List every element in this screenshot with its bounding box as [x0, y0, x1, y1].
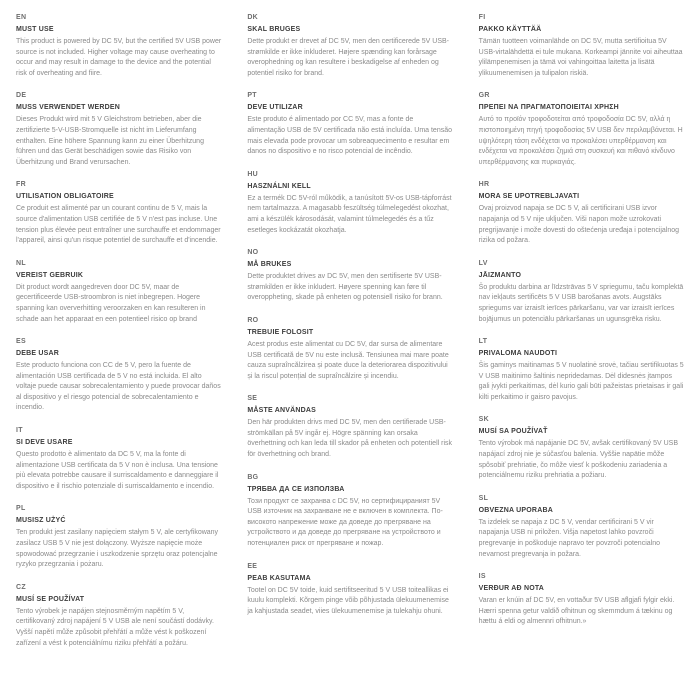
section-body: Ovaj proizvod napaja se DC 5 V, ali certificirani USB izvor napajanja od 5 V nije uključen. Viši napon može uzrokovati pregrijavanje i može dovesti do oštećenja uređaja i potencijalnog rizika od požara.: [478, 205, 680, 245]
language-section-sl: [479, 494, 684, 560]
language-section-gr: [479, 91, 684, 168]
language-code: HU: [247, 170, 259, 178]
section-body: Dette produkt er drevet af DC 5V, men den certificerede 5V USB-strømkilde er ikke inkluderet. Højere spænding kan forårsage overophedning og kan resultere i beskadigelse af enheden og potentiel risiko for brand.: [247, 38, 450, 77]
language-code: HR: [478, 181, 490, 189]
section-title: MUSÍ SE POUŽÍVAT: [16, 595, 85, 603]
language-section-sk: [479, 415, 684, 481]
section-body: Den här produkten drivs med DC 5V, men den certifierade USB-strömkällan på 5V ingår ej. Högre spänning kan orsaka överhettning och kan leda till skador på enheten och potentiell risk för överhettning och brand.: [247, 419, 453, 459]
language-section-nl: [16, 259, 221, 325]
language-code: FI: [478, 14, 486, 21]
section-title: PAKKO KÄYTTÄÄ: [478, 26, 542, 33]
language-code: SL: [478, 494, 489, 502]
section-body: Varan er knúin af DC 5V, en vottaður 5V USB aflgjafi fylgir ekki. Hærri spenna getur valdið ofhitnun og skemmdum á tækinu og hættu á eldi og almennri ofhitnun.»: [478, 597, 675, 626]
language-section-de: [16, 91, 221, 168]
section-title: UTILISATION OBLIGATOIRE: [16, 193, 114, 201]
section-body: Este producto funciona con CC de 5 V, pero la fuente de alimentación USB certificada de 5 V no está incluida. El alto voltaje puede causar sobrecalentamiento y puede provocar daños al dispositivo y el riesgo potencial de sobrecalentamiento e incendio.: [16, 362, 221, 412]
section-body: Questo prodotto è alimentato da DC 5 V, ma la fonte di alimentazione USB certificata da 5 V non è inclusa. Una tensione più elevata potrebbe causare il surriscaldamento e danneggiare il dispositivo e il rischio potenziale di surriscaldamento e incendio.: [16, 451, 219, 490]
language-code: LT: [478, 338, 488, 346]
language-code: EE: [247, 562, 258, 570]
section-title: PEAB KASUTAMA: [247, 574, 311, 582]
language-section-ro: [247, 316, 452, 382]
language-section-fr: [16, 180, 221, 246]
language-section-fi: [479, 13, 684, 79]
section-title: VERÐUR AÐ NOTA: [478, 585, 545, 593]
language-section-dk: [247, 13, 452, 79]
section-title: ΠΡΕΠΕΙ ΝΑ ΠΡΑΓΜΑΤΟΠΟΙΕΙΤΑΙ ΧΡΗΣΗ: [478, 104, 619, 112]
section-body: Tento výrobok má napájanie DC 5V, avšak certifikovaný 5V USB napájací zdroj nie je súčasťou balenia. Vyššie napätie môže spôsobiť prehriatie, čo môže viesť k poškodeniu zariadenia a potenciálnemu riziku prehriatia a požiaru.: [478, 440, 678, 480]
section-title: VEREIST GEBRUIK: [16, 271, 84, 279]
language-section-ee: [247, 562, 452, 618]
section-body: Dieses Produkt wird mit 5 V Gleichstrom betrieben, aber die zertifizierte 5-V-USB-Stromquelle ist nicht im Lieferumfang enthalten. Eine höhere Spannung kann zu einer Überhitzung führen und das Gerät beschädigen sowie das Risiko von Überhitzung und Brand verursachen.: [16, 116, 204, 166]
section-title: JĀIZMANTO: [478, 271, 522, 279]
language-section-no: [247, 248, 452, 304]
language-code: EN: [16, 14, 27, 21]
language-section-hu: [247, 170, 452, 236]
section-body: Ta izdelek se napaja z DC 5 V, vendar certificirani 5 V vir napajanja USB ni priložen. Višja napetost lahko povzroči pregrevanje in poškoduje napravo ter povzroči potencialno nevarnost pregrevanja in požara.: [478, 518, 660, 558]
section-body: Este produto é alimentado por CC 5V, mas a fonte de alimentação USB de 5V certificada não está incluída. Uma tensão mais elevada pode provocar um sobreaquecimento e resultar em danos no dispositivo e no risco potencial de incêndio.: [247, 116, 452, 156]
section-title: MÅ BRUKES: [247, 261, 292, 269]
language-section-pt: [247, 91, 452, 157]
section-title: HASZNÁLNI KELL: [247, 182, 311, 190]
language-section-se: [247, 394, 452, 460]
section-title: MUSS VERWENDET WERDEN: [16, 104, 121, 112]
language-code: IS: [478, 573, 486, 581]
language-code: NO: [247, 249, 259, 257]
language-section-es: [16, 337, 221, 414]
section-body: Tootel on DC 5V toide, kuid sertifitseeritud 5 V USB toiteallikas ei kuulu komplekti. Kõrgem pinge võib põhjustada ülekuumenemise ja kahjustada seadet, viies ülekuumenemise ja tulekahju ohuni.: [247, 586, 449, 615]
section-title: SKAL BRUGES: [247, 26, 301, 33]
language-code: DE: [16, 92, 27, 100]
language-code: IT: [16, 427, 23, 435]
section-title: PRIVALOMA NAUDOTI: [478, 350, 558, 358]
language-section-lv: [479, 259, 684, 325]
language-code: BG: [247, 473, 259, 481]
section-body: Dette produktet drives av DC 5V, men den sertifiserte 5V USB-strømkilden er ikke inkludert. Høyere spenning kan føre til overoppheting, skade på enheten og potensiell risiko for brann.: [247, 273, 443, 302]
section-title: ТРЯБВА ДА СЕ ИЗПОЛЗВА: [247, 485, 345, 493]
section-title: MUST USE: [16, 26, 54, 33]
column-1: [16, 13, 221, 690]
language-section-bg: [247, 473, 452, 550]
section-title: MUSÍ SA POUŽÍVAŤ: [478, 428, 548, 436]
section-title: OBVEZNA UPORABA: [478, 506, 553, 514]
section-title: DEVE UTILIZAR: [247, 104, 303, 112]
section-title: MORA SE UPOTREBLJAVATI: [478, 193, 580, 201]
language-section-is: [479, 572, 684, 628]
language-code: LV: [478, 259, 488, 267]
section-title: TREBUIE FOLOSIT: [247, 328, 314, 336]
language-section-cz: [16, 583, 221, 649]
section-body: Šis gaminys maitinamas 5 V nuolatinė srovė, tačiau sertifikuotas 5 V USB maitinimo šaltinis nepridedamas. Dėl didesnės įtampos gali įvykti perkaitimas, dėl kurio gali būti pažeistas prietaisas ir gali kilti perkaitimo ir gaisro pavojus.: [478, 362, 684, 401]
section-body: Dit product wordt aangedreven door DC 5V, maar de gecertificeerde USB-stroombron is niet inbegrepen. Hogere spanning kan oververhitting veroorzaken en kan resulteren in schade aan het apparaat en een potentieel risico op brand: [16, 283, 206, 323]
section-body: Tento výrobek je napájen stejnosměrným napětím 5 V, certifikovaný zdroj napájení 5 V USB ale není součástí dodávky. Vyšší napětí může způsobit přehřátí a může vést k poškození zařízení a vést k potenciálnímu riziku přehřátí a požáru.: [16, 607, 214, 647]
language-code: RO: [247, 316, 259, 324]
section-body: Ez a termék DC 5V-ról működik, a tanúsított 5V-os USB-tápforrást nem tartalmazza. A magasabb feszültség túlmelegedést okozhat, ami a készülék károsodását, valamint túlmelegedés és a tűz esetleges kockázatát okozhatja.: [247, 194, 452, 234]
language-code: PT: [247, 92, 257, 100]
section-title: DEBE USAR: [16, 350, 60, 358]
language-code: FR: [16, 181, 26, 189]
language-code: ES: [16, 338, 26, 346]
language-code: SK: [478, 416, 489, 424]
language-code: DK: [247, 14, 259, 21]
section-body: This product is powered by DC 5V, but the certified 5V USB power source is not included. Higher voltage may cause overheating to occur and may result in damage to the device and the potential risk of overheating and fiire.: [16, 38, 222, 77]
language-code: NL: [16, 259, 26, 267]
language-section-hr: [479, 180, 684, 246]
section-body: Този продукт се захранва с DC 5V, но сертифицираният 5V USB източник на захранване не е включен в комплекта. По-високото напрежение може да доведе до прегряване на устройството и да доведе до прегряване на устройството и потенциален риск от прегряване и пожар.: [247, 497, 443, 548]
section-body: Ce produit est alimenté par un courant continu de 5 V, mais la source d'alimentation USB certifiée de 5 V n'est pas incluse. Une tension plus élevée peut entraîner une surchauffe et endommager l'appareil, ainsi qu'un risque potentiel de surchauffe et d'incendie.: [16, 205, 221, 245]
language-code: GR: [478, 92, 490, 100]
section-body: Šo produktu darbina ar līdzstrāvas 5 V spriegumu, taču komplektā nav iekļauts sertificēts 5 V USB barošanas avots. Augstāks spriegums var izraisīt ierīces pārkaršanu, var var izraisīt ierīces bojājumus un potenciālu pārkaršanas un ugunsgrēka risku.: [478, 283, 684, 323]
section-title: MÅSTE ANVÄNDAS: [247, 407, 316, 415]
section-title: MUSISZ UŻYĆ: [16, 517, 66, 525]
section-body: Tämän tuotteen voimanlähde on DC 5V, mutta sertifioitua 5V USB-virtalähdettä ei tule mukana. Korkeampi jännite voi aiheuttaa ylilämpenemisen ja tämä voi vahingoittaa laitetta ja lisätä ylikuumenemisen ja tulipalon riskiä.: [478, 38, 683, 77]
language-section-it: [16, 426, 221, 492]
language-section-lt: [479, 337, 684, 403]
language-code: SE: [247, 395, 258, 403]
section-title: SI DEVE USARE: [16, 439, 73, 447]
column-2: [247, 13, 452, 690]
section-body: Ten produkt jest zasilany napięciem stałym 5 V, ale certyfikowany zasilacz USB 5 V nie jest dołączony. Wyższe napięcie może spowodować przegrzanie i uszkodzenie sprzętu oraz potencjalne ryzyko przegrzania i pożaru.: [16, 529, 219, 569]
language-code: PL: [16, 505, 26, 513]
language-code: CZ: [16, 583, 26, 591]
section-body: Αυτό το προϊόν τροφοδοτείται από τροφοδοσία DC 5V, αλλά η πιστοποιημένη πηγή τροφοδοσίας 5V USB δεν περιλαμβάνεται. Η υψηλότερη τάση ενδέχεται να προκαλέσει υπερθέρμανση και ενδέχεται να προκαλέσει ζημιά στη συσκευή και πιθανό κίνδυνο υπερθέρμανσης και πυρκαγιάς.: [478, 116, 683, 166]
column-3: [479, 13, 684, 690]
section-body: Acest produs este alimentat cu DC 5V, dar sursa de alimentare USB certificată de 5V nu este inclusă. Tensiunea mai mare poate cauza supraîncălzirea și poate duce la deteriorarea dispozitivului și la riscul potențial de supraîncălzire și incendiu.: [247, 340, 449, 380]
language-section-pl: [16, 504, 221, 570]
language-section-en: [16, 13, 221, 79]
